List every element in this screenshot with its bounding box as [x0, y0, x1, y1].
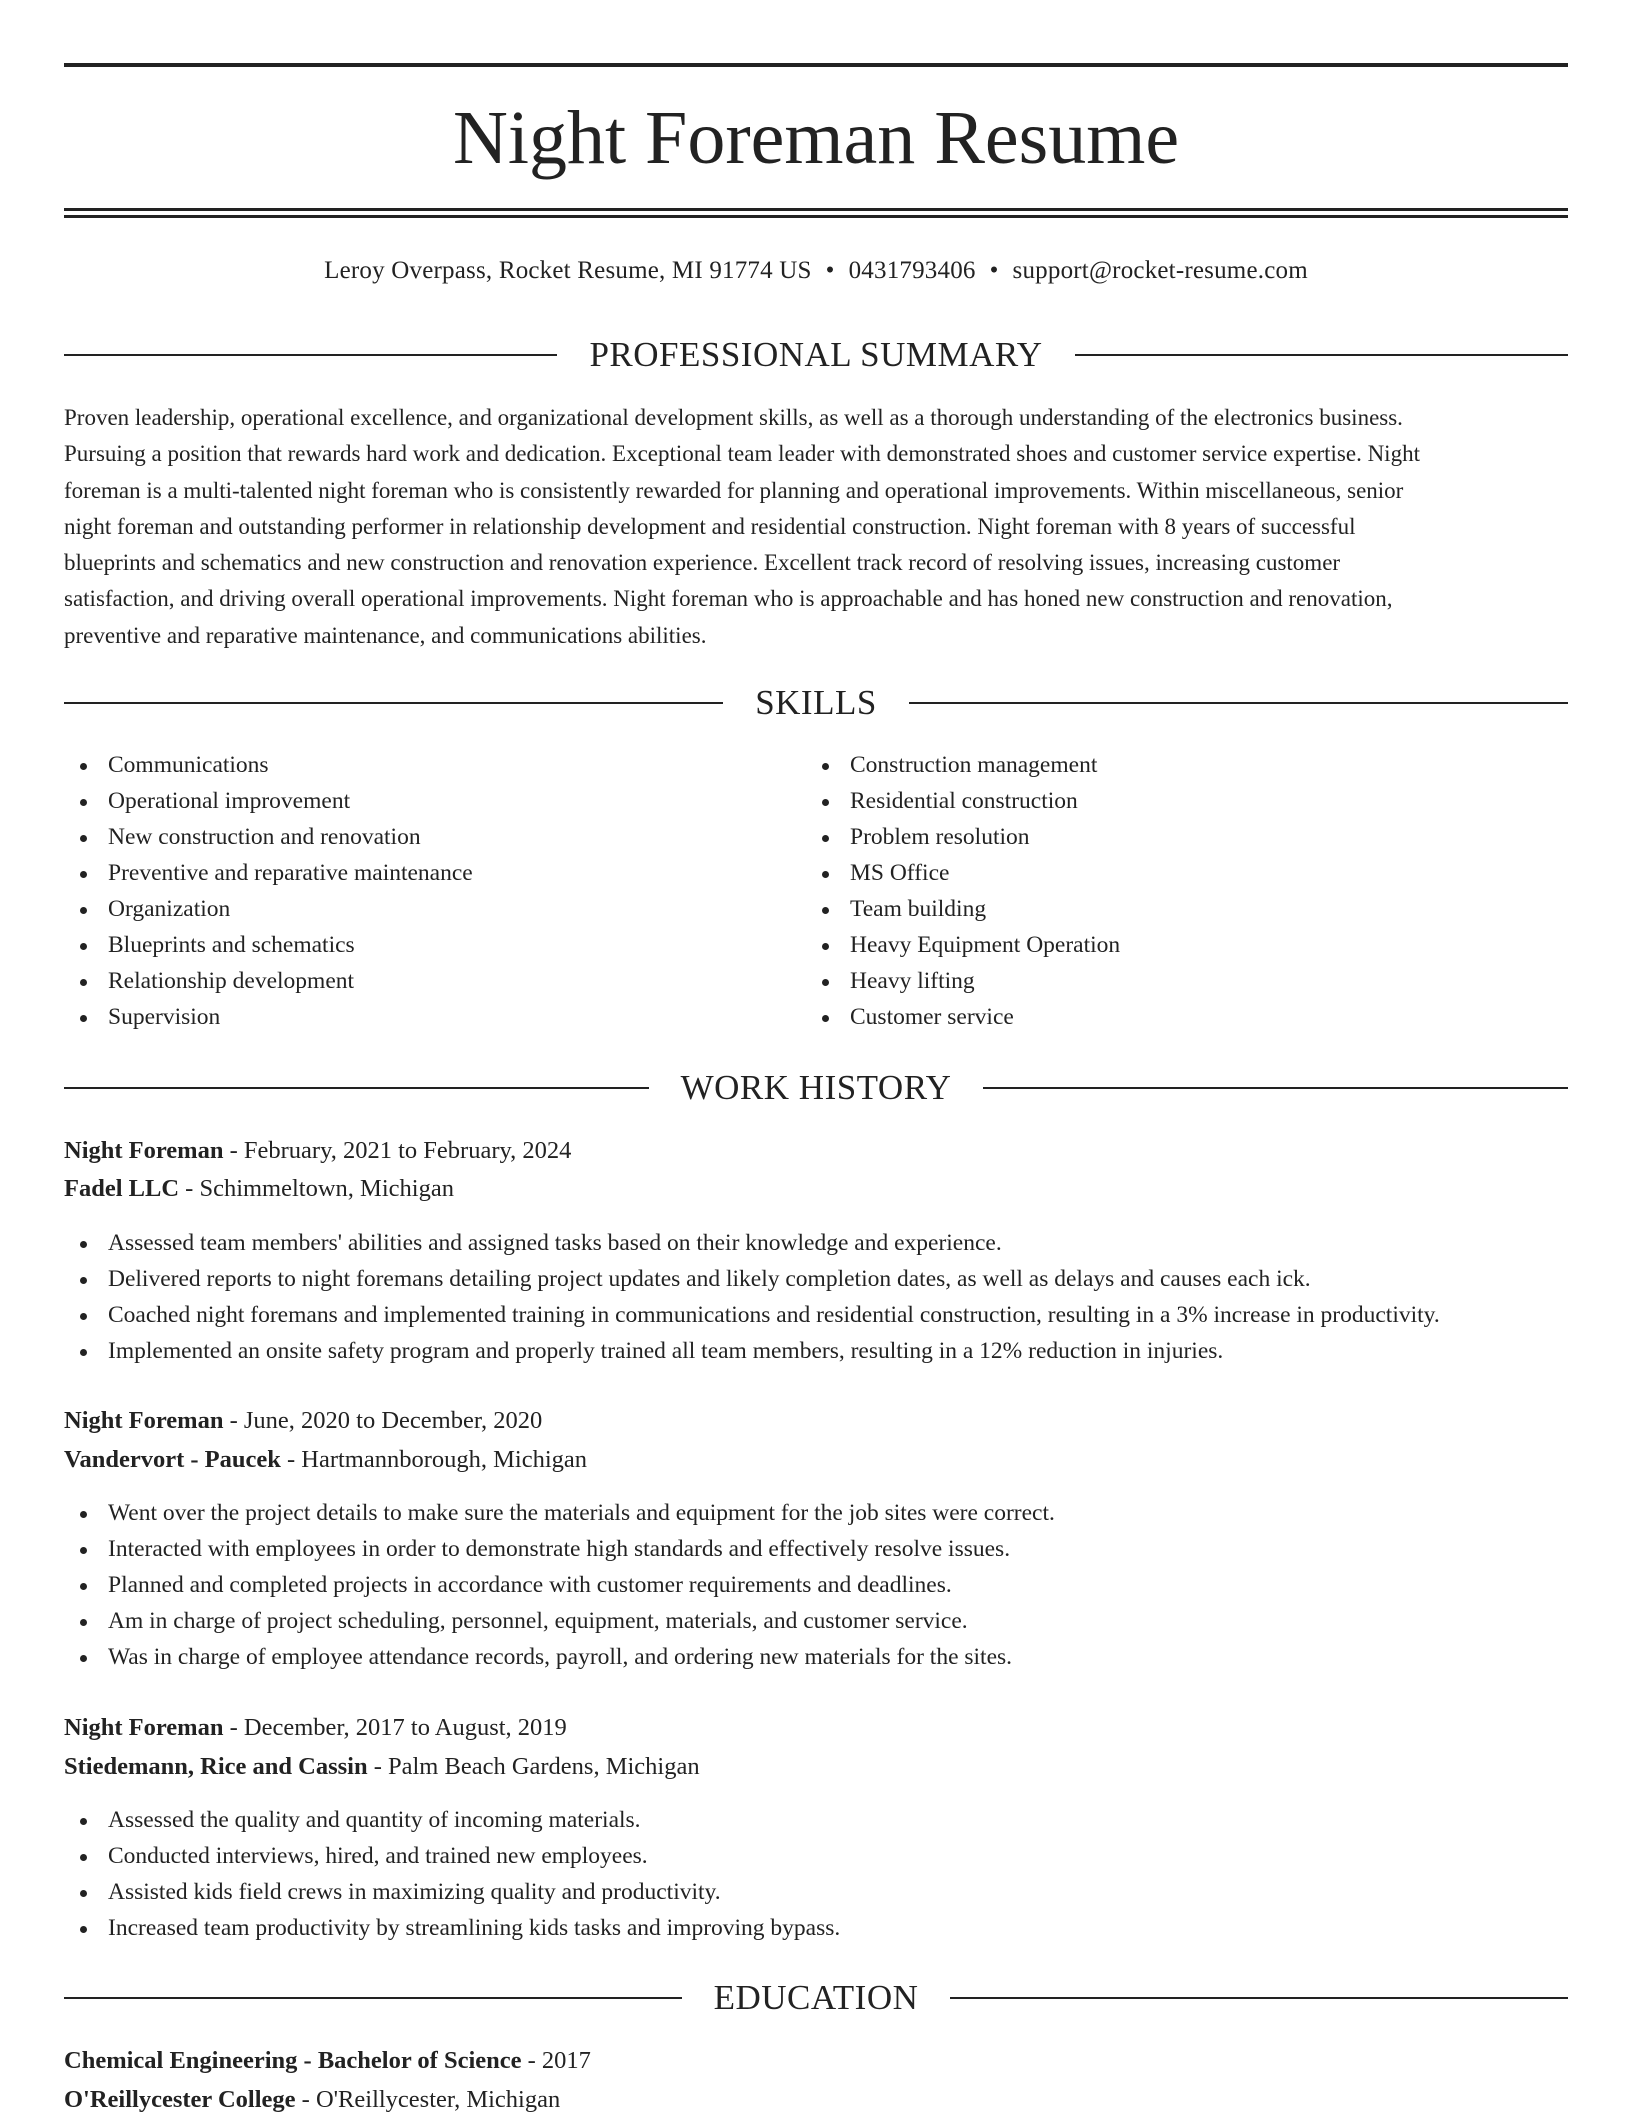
contact-phone: 0431793406 [848, 257, 976, 284]
job-company: Fadel LLC [64, 1175, 180, 1202]
duty-item: Coached night foremans and implemented training in communications and residential construction, resulting in a 3% increase in productivity. [64, 1297, 1568, 1333]
duty-item: Delivered reports to night foremans detailing project updates and likely completion dates, as well as delays and causes each ick. [64, 1261, 1568, 1297]
job-location: - Palm Beach Gardens, Michigan [367, 1753, 700, 1780]
divider [64, 354, 557, 356]
job-location: - Schimmeltown, Michigan [179, 1175, 454, 1202]
summary-line: Proven leadership, operational excellence, and organizational development skills, as well as a thorough understanding of the electronics business. [64, 405, 1403, 430]
skill-item: Construction management [806, 747, 1506, 783]
duty-item: Was in charge of employee attendance records, payroll, and ordering new materials for the sites. [64, 1639, 1568, 1675]
divider [64, 1997, 682, 1999]
job-title-line [64, 1710, 1568, 1746]
summary-text [64, 400, 1568, 654]
education-degree: Chemical Engineering - Bachelor of Science [64, 2047, 522, 2074]
section-heading-skills [64, 681, 1568, 725]
skill-item: Residential construction [806, 783, 1506, 819]
education-school: O'Reillycester College [64, 2086, 296, 2113]
duty-item: Conducted interviews, hired, and trained new employees. [64, 1838, 1568, 1874]
job-company: Vandervort - Paucek [64, 1446, 281, 1473]
job-location: - Hartmannborough, Michigan [280, 1446, 588, 1473]
job-title-line [64, 1133, 1568, 1169]
section-title: WORK HISTORY [680, 1068, 952, 1107]
duty-item: Increased team productivity by streamlining kids tasks and improving bypass. [64, 1910, 1568, 1946]
job-company-line [64, 1442, 1568, 1478]
divider [64, 1087, 649, 1089]
top-rule [64, 63, 1568, 67]
summary-line: Pursuing a position that rewards hard work and dedication. Exceptional team leader with demonstrated shoes and customer service expertise. Night [64, 441, 1420, 467]
skill-item: MS Office [806, 855, 1506, 891]
education-degree-line [64, 2043, 1568, 2079]
divider [950, 1997, 1568, 1999]
section-title: EDUCATION [713, 1978, 919, 2017]
skill-item: Customer service [806, 999, 1506, 1035]
skill-item: New construction and renovation [64, 819, 764, 855]
job-company-line [64, 1749, 1568, 1785]
skill-item: Organization [64, 891, 764, 927]
duty-item: Planned and completed projects in accordance with customer requirements and deadlines. [64, 1567, 1568, 1603]
job-title: Night Foreman [64, 1407, 224, 1434]
skills-list-right [806, 747, 1506, 1035]
job-title: Night Foreman [64, 1714, 224, 1741]
job-company-line [64, 1171, 1568, 1207]
contact-separator: • [825, 257, 835, 284]
skill-item: Relationship development [64, 963, 764, 999]
duty-item: Assisted kids field crews in maximizing quality and productivity. [64, 1874, 1568, 1910]
section-title: SKILLS [755, 683, 877, 722]
contact-separator: • [989, 257, 999, 284]
skill-item: Problem resolution [806, 819, 1506, 855]
contact-line [64, 254, 1568, 288]
divider [909, 702, 1568, 704]
skill-item: Heavy lifting [806, 963, 1506, 999]
page-title: Night Foreman Resume [452, 96, 1180, 180]
skill-item: Heavy Equipment Operation [806, 927, 1506, 963]
duty-item: Assessed the quality and quantity of incoming materials. [64, 1802, 1568, 1838]
divider [983, 1087, 1568, 1089]
summary-line: night foreman and outstanding performer in relationship development and residential construction. Night foreman with 8 years of successful [64, 513, 1356, 539]
job-duties-list [64, 1802, 1568, 1946]
skill-item: Communications [64, 747, 764, 783]
job-company: Stiedemann, Rice and Cassin [64, 1753, 368, 1780]
summary-line: satisfaction, and driving overall operational improvements. Night foreman who is approachable and has honed new construction and renovation, [64, 586, 1393, 612]
skill-item: Supervision [64, 999, 764, 1035]
summary-line: blueprints and schematics and new construction and renovation experience. Excellent track record of resolving issues, increasing customer [64, 550, 1341, 576]
duty-item: Am in charge of project scheduling, personnel, equipment, materials, and customer service. [64, 1603, 1568, 1639]
skill-item: Preventive and reparative maintenance [64, 855, 764, 891]
section-title: PROFESSIONAL SUMMARY [589, 335, 1043, 374]
job-dates: - June, 2020 to December, 2020 [223, 1407, 543, 1434]
summary-line: foreman is a multi-talented night foreman who is consistently rewarded for planning and operational improvements. Within miscellaneous, senior [64, 477, 1404, 503]
job-dates: - February, 2021 to February, 2024 [223, 1137, 572, 1164]
skill-item: Operational improvement [64, 783, 764, 819]
education-school-line [64, 2082, 1568, 2118]
divider [1075, 354, 1568, 356]
job-dates: - December, 2017 to August, 2019 [223, 1714, 567, 1741]
education-year: - 2017 [521, 2047, 591, 2074]
skill-item: Blueprints and schematics [64, 927, 764, 963]
duty-item: Assessed team members' abilities and assigned tasks based on their knowledge and experience. [64, 1225, 1568, 1261]
summary-line: preventive and reparative maintenance, and communications abilities. [64, 622, 707, 648]
skill-item: Team building [806, 891, 1506, 927]
duty-item: Went over the project details to make sure the materials and equipment for the job sites were correct. [64, 1495, 1568, 1531]
skills-list-left [64, 747, 764, 1035]
duty-item: Implemented an onsite safety program and properly trained all team members, resulting in a 12% reduction in injuries. [64, 1333, 1568, 1369]
title-double-rule [64, 208, 1568, 218]
duty-item: Interacted with employees in order to demonstrate high standards and effectively resolve issues. [64, 1531, 1568, 1567]
divider [64, 702, 723, 704]
job-duties-list [64, 1495, 1568, 1675]
education-location: - O'Reillycester, Michigan [295, 2086, 561, 2113]
contact-address: Leroy Overpass, Rocket Resume, MI 91774 US [324, 257, 812, 284]
contact-email: support@rocket-resume.com [1012, 257, 1308, 284]
section-heading-work [64, 1066, 1568, 1110]
section-heading-education [64, 1976, 1568, 2020]
job-duties-list [64, 1225, 1568, 1369]
section-heading-summary [64, 333, 1568, 377]
job-title-line [64, 1403, 1568, 1439]
job-title: Night Foreman [64, 1137, 224, 1164]
